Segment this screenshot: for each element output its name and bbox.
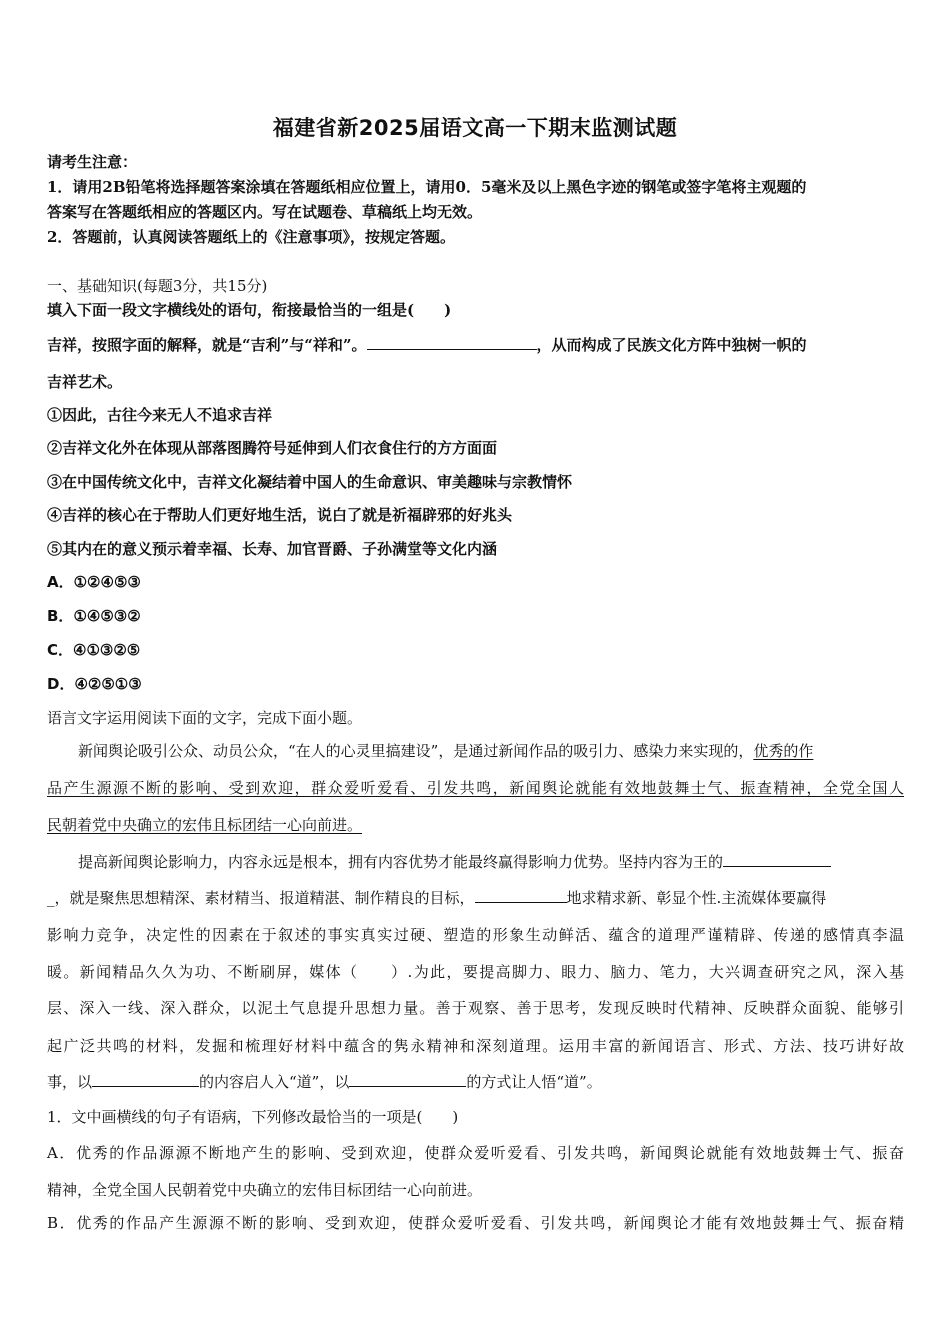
passage-line	[47, 335, 807, 355]
underlined-sentence: 品产生源源不断的影响、受到欢迎，群众爱听爱看、引发共鸣，新闻舆论就能有效地鼓舞士气、振查精神，全党全国人	[47, 779, 904, 797]
option-letter: C．	[47, 641, 74, 659]
option-text: ①④⑤③②	[73, 607, 141, 625]
section-heading: 一、基础知识(每题3分，共15分)	[47, 277, 268, 295]
question-1-option-b: B．优秀的作品产生源源不断的影响、受到欢迎，使群众爱听爱看、引发共鸣，新闻舆论才能有效地鼓舞士气、振奋精	[47, 1214, 904, 1232]
reading-line	[47, 1072, 602, 1092]
passage-text: 吉祥，按照字面的解释，就是“吉利”与“祥和”。	[47, 336, 367, 354]
option-d	[47, 674, 142, 694]
list-item: ⑤其内在的意义预示着幸福、长寿、加官晋爵、子孙满堂等文化内涵	[47, 540, 498, 558]
fill-blank	[349, 1072, 466, 1087]
reading-line: 影响力竞争，决定性的因素在于叙述的事实真实过硬、塑造的形象生动鲜活、蕴含的道理严谨精辟、传递的感情真李温	[47, 926, 904, 944]
list-item: ①因此，古往今来无人不追求吉祥	[47, 406, 273, 424]
option-text: ④①③②⑤	[73, 641, 141, 659]
fill-blank	[92, 1072, 199, 1087]
underlined-sentence: 民朝着党中央确立的宏伟且标团结一心向前进。	[47, 816, 363, 834]
page-title: 福建省新2025届语文高一下期末监测试题	[272, 116, 678, 140]
reading-text: _，就是聚焦思想精深、素材精当、报道精湛、制作精良的目标，	[47, 889, 475, 907]
option-a	[47, 572, 141, 592]
reading-text: 提高新闻舆论影响力，内容永远是根本，拥有内容优势才能最终赢得影响力优势。坚持内容为王的	[78, 853, 724, 871]
list-item: ②吉祥文化外在体现从部落图腾符号延伸到人们衣食住行的方方面面	[47, 439, 498, 457]
underlined-sentence: 优秀的作	[753, 742, 814, 760]
notice-line-1: 1．请用2B铅笔将选择题答案涂填在答题纸相应位置上，请用0．5毫米及以上黑色字迹的钢笔或签字笔将主观题的	[47, 178, 807, 196]
reading-intro: 语言文字运用阅读下面的文字，完成下面小题。	[47, 709, 363, 727]
reading-text: 的内容启人入“道”，以	[199, 1073, 350, 1091]
reading-line: 层、深入一线、深入群众，以泥土气息提升思想力量。善于观察、善于思考，发现反映时代精神、反映群众面貌、能够引	[47, 999, 904, 1017]
reading-line	[78, 852, 831, 872]
passage-line: 吉祥艺术。	[47, 373, 123, 391]
question-1-option-a-cont: 精神，全党全国人民朝着党中央确立的宏伟目标团结一心向前进。	[47, 1181, 483, 1199]
option-c	[47, 640, 140, 660]
reading-text: 的方式让人悟“道”。	[466, 1073, 602, 1091]
notice-heading: 请考生注意：	[47, 153, 138, 171]
reading-line	[78, 741, 904, 761]
reading-line: 起广泛共鸣的材料，发掘和梳理好材料中蕴含的隽永精神和深刻道理。运用丰富的新闻语言、形式、方法、技巧讲好故	[47, 1037, 904, 1055]
option-text: ①②④⑤③	[73, 573, 141, 591]
question-stem: 填入下面一段文字横线处的语句，衔接最恰当的一组是( )	[47, 301, 452, 319]
reading-text: 新闻舆论吸引公众、动员公众，“在人的心灵里搞建设”，是通过新闻作品的吸引力、感染力来实现的，	[78, 742, 754, 760]
question-1-stem: 1．文中画横线的句子有语病，下列修改最恰当的一项是( )	[47, 1108, 459, 1126]
option-letter: A．	[47, 573, 74, 591]
reading-text: 地求精求新、彰显个性.主流媒体要赢得	[566, 889, 827, 907]
list-item: ④吉祥的核心在于帮助人们更好地生活，说白了就是祈福辟邪的好兆头	[47, 506, 513, 524]
reading-text: 事，以	[47, 1073, 93, 1091]
option-text: ④②⑤①③	[74, 675, 142, 693]
notice-line-2: 答案写在答题纸相应的答题区内。写在试题卷、草稿纸上均无效。	[47, 203, 483, 221]
passage-text: ，从而构成了民族文化方阵中独树一帜的	[536, 336, 807, 354]
fill-blank	[723, 852, 831, 867]
reading-line	[47, 888, 826, 908]
fill-blank	[367, 335, 537, 350]
list-item: ③在中国传统文化中，吉祥文化凝结着中国人的生命意识、审美趣味与宗教情怀	[47, 473, 573, 491]
notice-line-3: 2．答题前，认真阅读答题纸上的《注意事项》，按规定答题。	[47, 228, 455, 246]
question-1-option-a: A．优秀的作品源源不断地产生的影响、受到欢迎，使群众爱听爱看、引发共鸣，新闻舆论就能有效地鼓舞士气、振奋	[47, 1144, 904, 1162]
option-b	[47, 606, 141, 626]
option-letter: B．	[47, 607, 74, 625]
option-letter: D．	[47, 675, 75, 693]
fill-blank	[475, 888, 567, 903]
reading-line: 暖。新闻精品久久为功、不断刷屏，媒体（ ）.为此，要提高脚力、眼力、脑力、笔力，大兴调查研究之风，深入基	[47, 963, 904, 981]
